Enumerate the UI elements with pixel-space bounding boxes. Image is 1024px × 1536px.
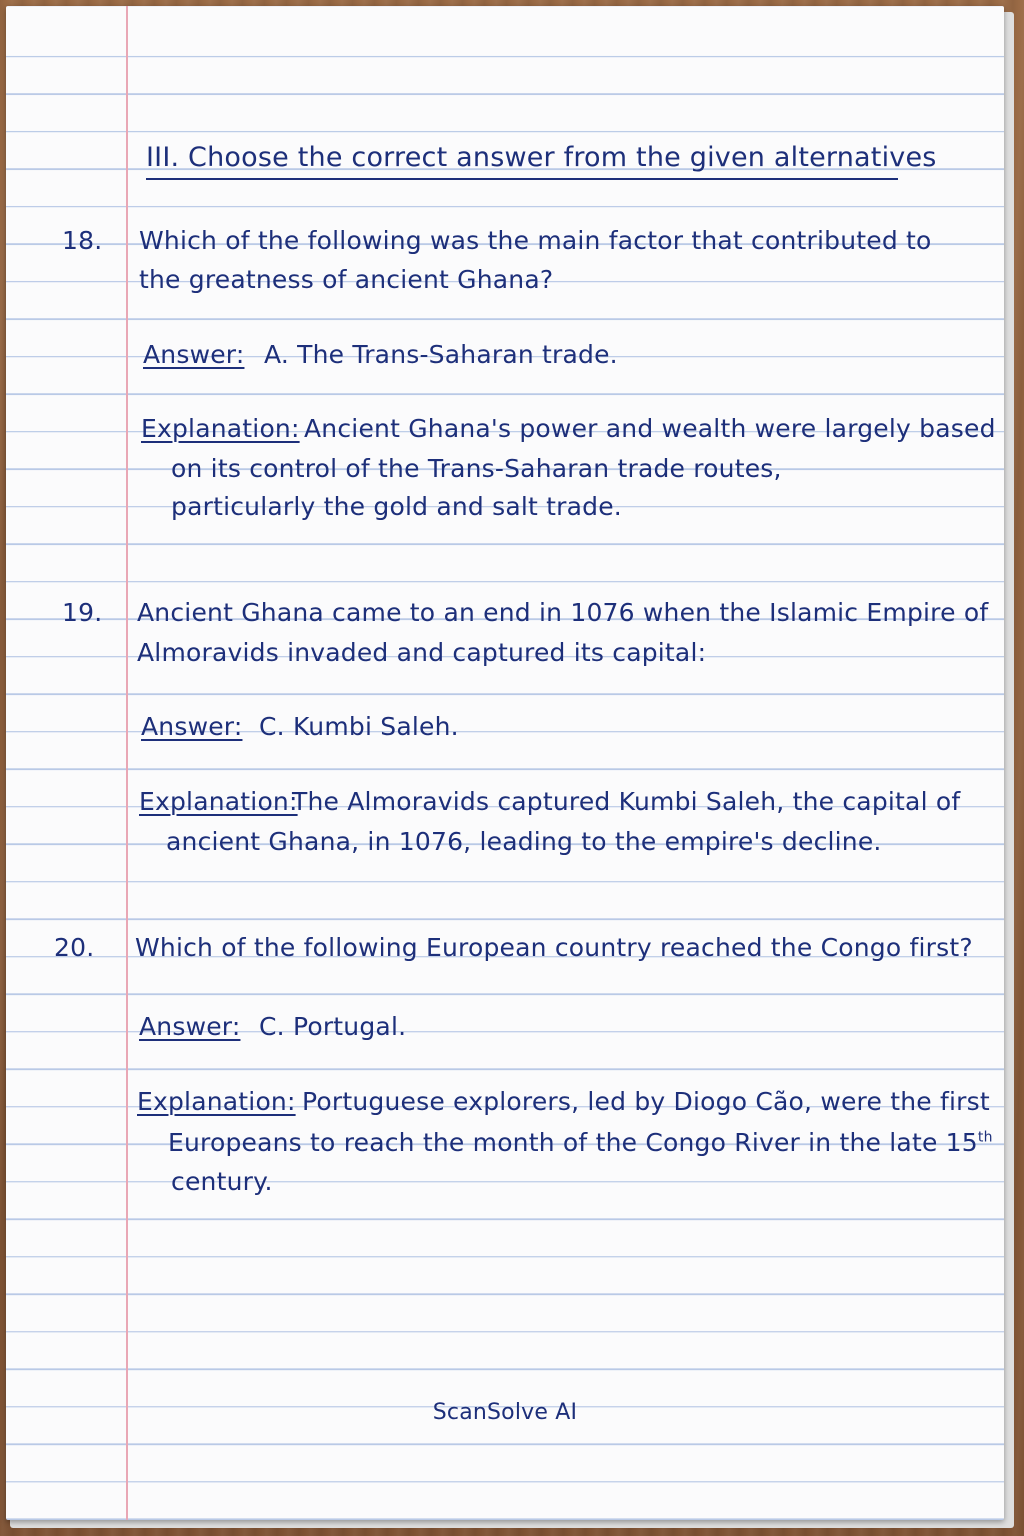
explanation-line: century. xyxy=(171,1167,273,1196)
question-text-line: Which of the following European country reached the Congo first? xyxy=(135,933,973,962)
superscript: th xyxy=(977,1129,993,1146)
explanation-line: on its control of the Trans-Saharan trade routes, xyxy=(171,454,782,483)
explanation-line: ancient Ghana, in 1076, leading to the empire's decline. xyxy=(166,827,882,856)
answer-text: A. The Trans-Saharan trade. xyxy=(264,340,618,369)
question-text-line: the greatness of ancient Ghana? xyxy=(139,265,554,294)
margin-line xyxy=(126,6,128,1520)
answer-label: Answer: xyxy=(141,712,243,741)
explanation-line: particularly the gold and salt trade. xyxy=(171,492,622,521)
answer-text: C. Portugal. xyxy=(259,1012,407,1041)
explanation-label: Explanation: xyxy=(137,1087,296,1116)
answer-label: Answer: xyxy=(143,340,245,369)
question-number: 20. xyxy=(54,933,95,962)
question-number: 19. xyxy=(62,598,103,627)
heading-underline xyxy=(146,178,898,180)
question-text-line: Which of the following was the main factor that contributed to xyxy=(139,226,932,255)
question-number: 18. xyxy=(62,226,103,255)
notebook-page xyxy=(6,6,1004,1520)
question-text-line: Almoravids invaded and captured its capital: xyxy=(137,638,707,667)
answer-label: Answer: xyxy=(139,1012,241,1041)
question-text-line: Ancient Ghana came to an end in 1076 when the Islamic Empire of xyxy=(137,598,989,627)
explanation-line: Europeans to reach the month of the Congo River in the late 15th xyxy=(168,1128,993,1157)
explanation-line: Ancient Ghana's power and wealth were largely based xyxy=(304,414,996,443)
answer-text: C. Kumbi Saleh. xyxy=(259,712,459,741)
explanation-line: Portuguese explorers, led by Diogo Cão, were the first xyxy=(302,1087,990,1116)
footer-watermark: ScanSolve AI xyxy=(432,1400,578,1425)
section-heading: III. Choose the correct answer from the given alternatives xyxy=(146,142,937,173)
explanation-label: Explanation: xyxy=(141,414,300,443)
explanation-line: The Almoravids captured Kumbi Saleh, the capital of xyxy=(292,787,961,816)
explanation-label: Explanation: xyxy=(139,787,298,816)
